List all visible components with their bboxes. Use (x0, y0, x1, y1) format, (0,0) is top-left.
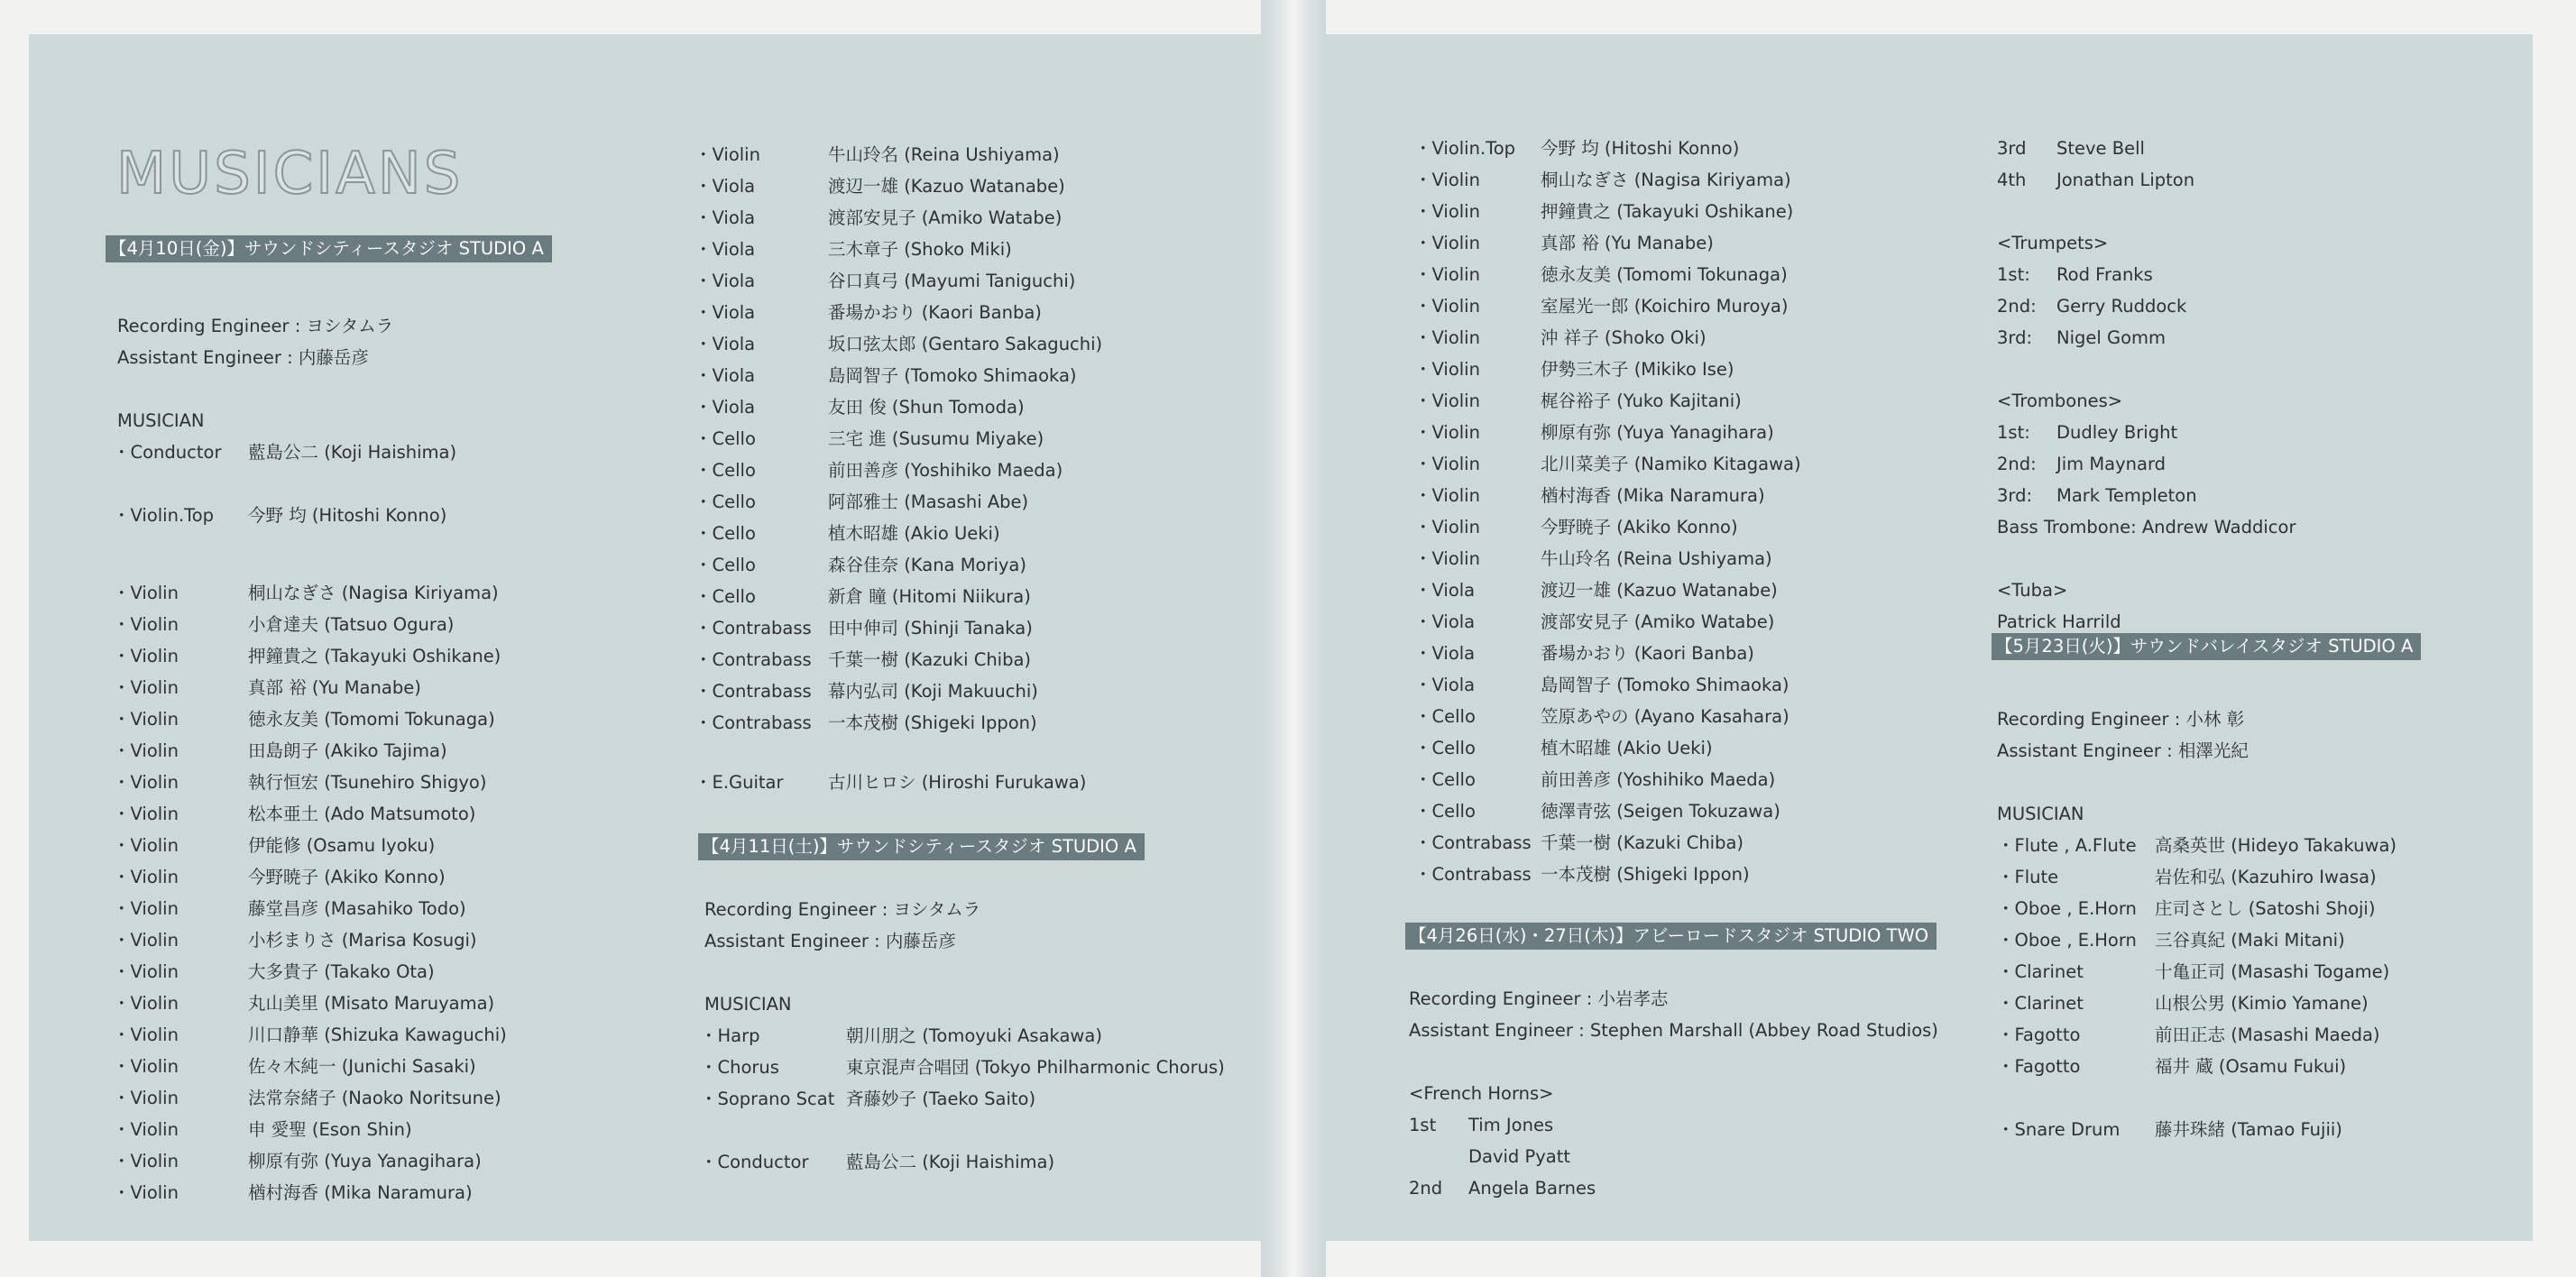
session1-header: 【4月10日(金)】サウンドシティースタジオ STUDIO A (106, 235, 552, 262)
session2-header: 【4月11日(土)】サウンドシティースタジオ STUDIO A (698, 833, 1145, 860)
left-page: MUSICIANS 【4月10日(金)】サウンドシティースタジオ STUDIO A Recording Engineer : ヨシタムラ Assistant Engineer : 内藤岳彦 MUSICIAN ・Conductor 藍島公二 (Koji Haishima) ・Violin.Top 今野 均 (Hitoshi Konno) ・Violin 桐山なぎさ (Nagisa Kiriyama) ・Violin 小倉達夫 (Tatsuo Ogura) ・Violin 押鐘貴之 (Takayuki Oshikane) ・Violin 真部 裕 (Yu Manabe) ・Violin 徳永友美 (Tomomi Tokunaga) ・Violin 田島朗子 (Akiko Tajima) ・Violin 執行恒宏 (Tsunehiro Shigyo) ・Violin 松本亜土 (Ado Matsumoto) ・Violin 伊能修 (Osamu Iyoku) ・Violin 今野暁子 (Akiko Konno) ・Violin 藤堂昌彦 (Masahiko Todo) ・Violin 小杉まりさ (Marisa Kosugi) ・Violin 大多貴子 (Takako Ota) ・Violin 丸山美里 (Misato Maruyama) ・Violin 川口静華 (Shizuka Kawaguchi) ・Violin 佐々木純一 (Junichi Sasaki) ・Violin 法常奈緒子 (Naoko Noritsune) ・Violin 申 愛聖 (Eson Shin) ・Violin 柳原有弥 (Yuya Yanagihara) ・Violin 楢村海香 (Mika Naramura) ・Violin 牛山玲名 (Reina Ushiyama) ・Viola 渡辺一雄 (Kazuo Watanabe) ・Viola 渡部安見子 (Amiko Watabe) ・Viola 三木章子 (Shoko Miki) ・Viola 谷口真弓 (Mayumi Taniguchi) ・Viola 番場かおり (Kaori Banba) ・Viola 坂口弦太郎 (Gentaro Sakaguchi) ・Viola 島岡智子 (Tomoko Shimaoka) ・Viola 友田 俊 (Shun Tomoda) ・Cello 三宅 進 (Susumu Miyake) ・Cello 前田善彦 (Yoshihiko Maeda) ・Cello 阿部雅士 (Masashi Abe) ・Cello 植木昭雄 (Akio Ueki) ・Cello 森谷佳奈 (Kana Moriya) ・Cello 新倉 瞳 (Hitomi Niikura) ・Contrabass 田中伸司 (Shinji Tanaka) ・Contrabass 千葉一樹 (Kazuki Chiba) ・Contrabass 幕内弘司 (Koji Makuuchi) ・Contrabass 一本茂樹 (Shigeki Ippon) ・E.Guitar 古川ヒロシ (Hiroshi Furukawa) 【4月11日(土)】サウンドシティースタジオ STUDIO A Recording Engineer : ヨシタムラ Assistant Engineer : 内藤岳彦 MUSICIAN ・Harp 朝川朋之 (Tomoyuki Asakawa) ・Chorus 東京混声合唱団 (Tokyo Philharmonic Chorus) ・Soprano Scat 斉藤妙子 (Taeko Saito) ・Conductor 藍島公二 (Koji Haishima) (29, 34, 1263, 1241)
session4-header: 【4月26日(水)・27日(木)】アビーロードスタジオ STUDIO TWO (1405, 923, 1937, 950)
session5-header: 【5月23日(火)】サウンドバレイスタジオ STUDIO A (1992, 633, 2421, 660)
right-page: ・Violin.Top 今野 均 (Hitoshi Konno) ・Violin 桐山なぎさ (Nagisa Kiriyama) ・Violin 押鐘貴之 (Takayuki Oshikane) ・Violin 真部 裕 (Yu Manabe) ・Violin 徳永友美 (Tomomi Tokunaga) ・Violin 室屋光一郎 (Koichiro Muroya) ・Violin 沖 祥子 (Shoko Oki) ・Violin 伊勢三木子 (Mikiko Ise) ・Violin 梶谷裕子 (Yuko Kajitani) ・Violin 柳原有弥 (Yuya Yanagihara) ・Violin 北川菜美子 (Namiko Kitagawa) ・Violin 楢村海香 (Mika Naramura) ・Violin 今野暁子 (Akiko Konno) ・Violin 牛山玲名 (Reina Ushiyama) ・Viola 渡辺一雄 (Kazuo Watanabe) ・Viola 渡部安見子 (Amiko Watabe) ・Viola 番場かおり (Kaori Banba) ・Viola 島岡智子 (Tomoko Shimaoka) ・Cello 笠原あやの (Ayano Kasahara) ・Cello 植木昭雄 (Akio Ueki) ・Cello 前田善彦 (Yoshihiko Maeda) ・Cello 徳澤青弦 (Seigen Tokuzawa) ・Contrabass 千葉一樹 (Kazuki Chiba) ・Contrabass 一本茂樹 (Shigeki Ippon) 【4月26日(水)・27日(木)】アビーロードスタジオ STUDIO TWO Recording Engineer : 小岩孝志 Assistant Engineer : Stephen Marshall (Abbey Road Studios) <French Horns> 1st Tim Jones David Pyatt 2nd Angela Barnes 3rd Steve Bell 4th Jonathan Lipton <Trumpets> 1st: Rod Franks 2nd: Gerry Ruddock 3rd: Nigel Gomm <Trombones> 1st: Dudley Bright 2nd: Jim Maynard 3rd: Mark Templeton Bass Trombone: Andrew Waddicor <Tuba> Patrick Harrild 【5月23日(火)】サウンドバレイスタジオ STUDIO A Recording Engineer : 小林 彰 Assistant Engineer : 相澤光紀 MUSICIAN ・Flute , A.Flute 高桑英世 (Hideyo Takakuwa) ・Flute 岩佐和弘 (Kazuhiro Iwasa) ・Oboe , E.Horn 庄司さとし (Satoshi Shoji) ・Oboe , E.Horn 三谷真紀 (Maki Mitani) ・Clarinet 十亀正司 (Masashi Togame) ・Clarinet 山根公男 (Kimio Yamane) ・Fagotto 前田正志 (Masashi Maeda) ・Fagotto 福井 蔵 (Osamu Fukui) ・Snare Drum 藤井珠緒 (Tamao Fujii) (1324, 34, 2533, 1241)
page-title: MUSICIANS (116, 141, 464, 207)
book-spine (1261, 0, 1326, 1277)
